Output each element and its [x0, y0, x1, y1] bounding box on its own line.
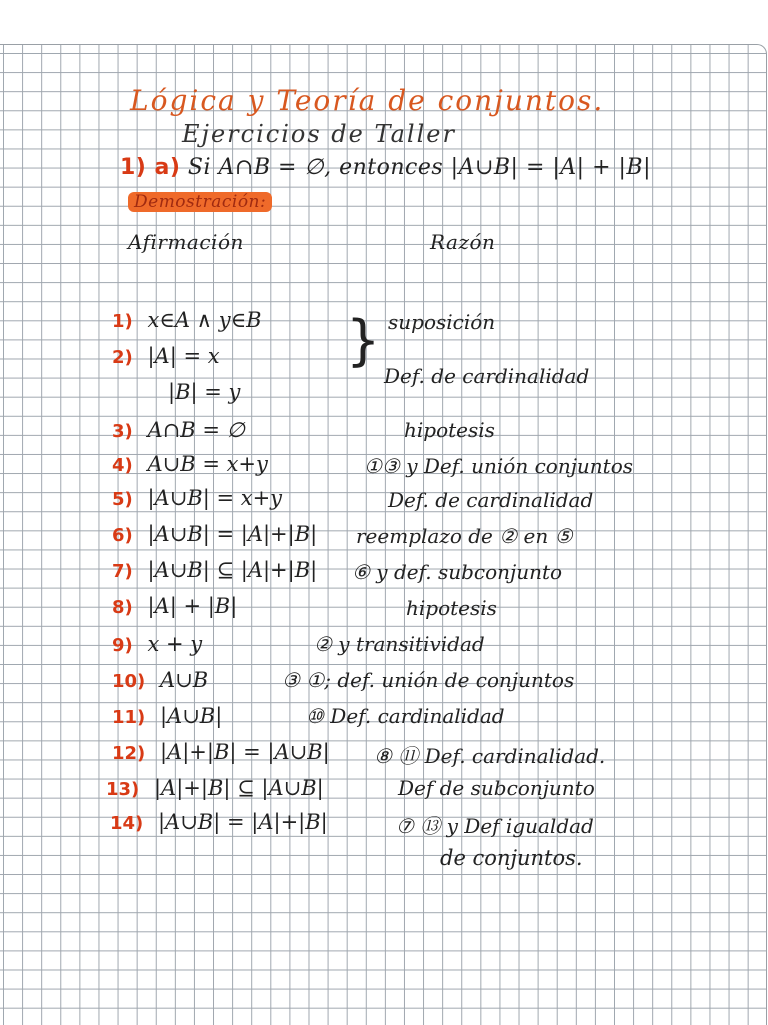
row-affirmation: |A| + |B| [147, 594, 238, 618]
page-subtitle: Ejercicios de Taller [182, 120, 456, 148]
row-number: 9) [112, 635, 133, 656]
proof-row [112, 418, 495, 452]
row-affirmation: |A∪B| = |A|+|B| [147, 522, 318, 546]
problem-statement [120, 155, 651, 180]
row-reason: reemplazo de ② en ⑤ [356, 524, 573, 548]
proof-row [112, 344, 220, 378]
row-affirmation: A∩B = ∅ [147, 418, 245, 442]
last-reason-continuation: de conjuntos. [440, 846, 583, 870]
row-number: 12) [112, 743, 146, 764]
row-affirmation: |A∪B| = |A|+|B| [157, 810, 328, 834]
statement-number: 1) a) [120, 155, 181, 180]
proof-row [112, 558, 563, 592]
row-reason: suposición [388, 310, 496, 334]
row-number: 14) [110, 813, 144, 834]
row-affirmation: |A| = x [147, 344, 220, 368]
row-reason: ⑧ ⑪ Def. cardinalidad. [374, 744, 606, 768]
row-reason: ② y transitividad [314, 632, 485, 656]
row-reason: ①③ y Def. unión conjuntos [364, 454, 634, 478]
row-affirmation: |A∪B| = x+y [147, 486, 283, 510]
row-reason: ⑩ Def. cardinalidad [306, 704, 505, 728]
row-reason: hipotesis [406, 596, 497, 620]
row-reason: ③ ①; def. unión de conjuntos [282, 668, 575, 692]
row-number: 3) [112, 421, 133, 442]
row-reason: Def de subconjunto [398, 776, 595, 800]
proof-row [112, 452, 634, 486]
row-reason: ⑥ y def. subconjunto [352, 560, 563, 584]
row-affirmation: x∈A ∧ y∈B [147, 308, 262, 332]
brace-reason: Def. de cardinalidad [384, 364, 590, 388]
row-number: 7) [112, 561, 133, 582]
proof-row [112, 740, 606, 774]
proof-row [110, 810, 594, 844]
header-reason: Razón [430, 230, 496, 254]
proof-row [112, 632, 485, 666]
proof-row [112, 522, 573, 556]
row-reason: Def. de cardinalidad [388, 488, 594, 512]
row-affirmation: A∪B = x+y [147, 452, 268, 476]
row-number: 6) [112, 525, 133, 546]
row-number: 13) [106, 779, 140, 800]
proof-row [168, 380, 240, 414]
row-affirmation: |A|+|B| = |A∪B| [159, 740, 330, 764]
row-affirmation: |B| = y [168, 380, 241, 404]
row-affirmation: A∪B [159, 668, 209, 692]
row-affirmation: x + y [147, 632, 203, 656]
page-title: Lógica y Teoría de conjuntos. [130, 84, 605, 117]
demo-label: Demostración: [128, 192, 272, 212]
header-affirmation: Afirmación [128, 230, 244, 254]
proof-row [112, 594, 497, 628]
proof-row [112, 668, 575, 702]
row-number: 1) [112, 311, 133, 332]
row-reason: ⑦ ⑬ y Def igualdad [396, 814, 594, 838]
row-affirmation: |A|+|B| ⊆ |A∪B| [153, 776, 324, 800]
row-number: 5) [112, 489, 133, 510]
statement-text: Si A∩B = ∅, entonces |A∪B| = |A| + |B| [187, 155, 652, 180]
proof-row [112, 486, 594, 520]
brace-symbol: } [346, 309, 381, 372]
proof-row [112, 704, 505, 738]
row-number: 11) [112, 707, 146, 728]
row-reason: hipotesis [404, 418, 495, 442]
row-affirmation: |A∪B| ⊆ |A|+|B| [147, 558, 318, 582]
row-number: 8) [112, 597, 133, 618]
row-number: 10) [112, 671, 146, 692]
row-affirmation: |A∪B| [159, 704, 223, 728]
row-number: 4) [112, 455, 133, 476]
proof-row [112, 308, 496, 342]
row-number: 2) [112, 347, 133, 368]
proof-row [106, 776, 595, 810]
